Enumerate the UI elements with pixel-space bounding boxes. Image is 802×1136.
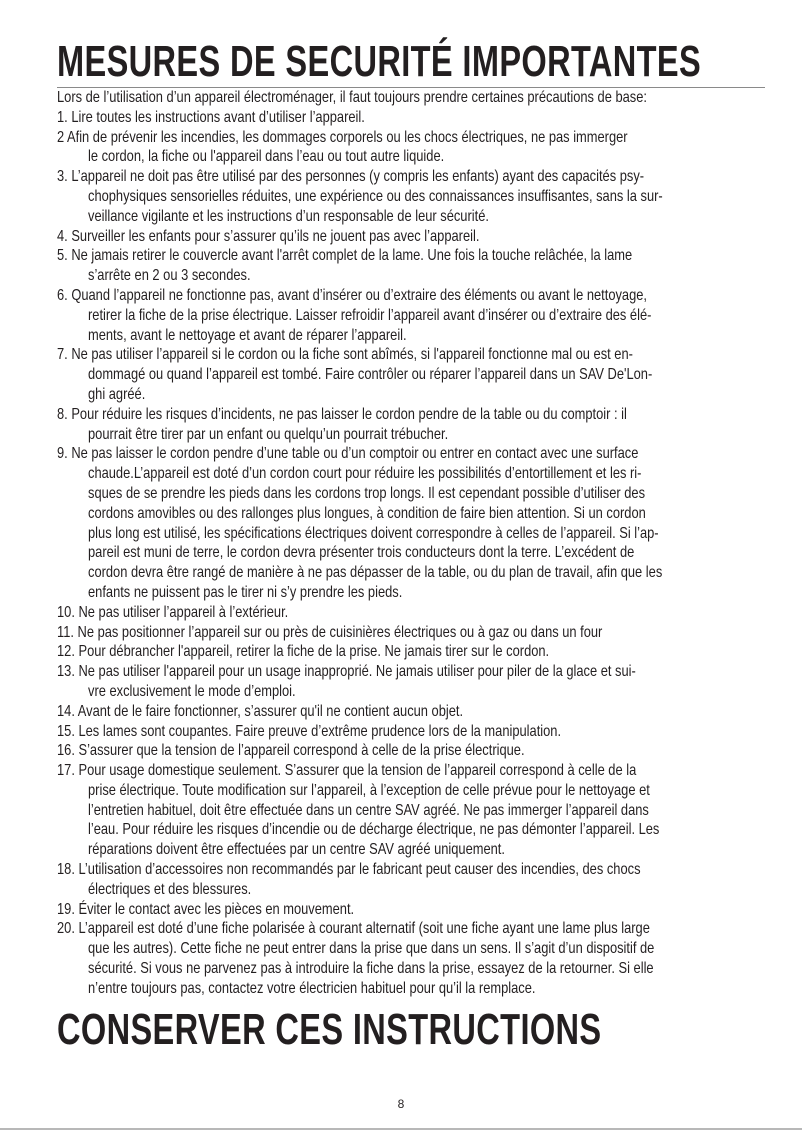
instruction-list bbox=[57, 108, 802, 999]
list-item-line: prise électrique. Toute modification sur l’appareil, à l’exception de celle prévue pour le nettoyage et bbox=[88, 781, 650, 799]
list-item-line: 11. Ne pas positionner l’appareil sur ou près de cuisinières électriques ou à gaz ou dans un four bbox=[57, 623, 603, 641]
list-item-line: 20. L’appareil est doté d’une fiche polarisée à courant alternatif (soit une fiche ayant une lame plus large bbox=[57, 920, 650, 938]
list-item bbox=[57, 405, 802, 445]
list-item-line: vre exclusivement le mode d’emploi. bbox=[88, 682, 296, 700]
list-item-line: pourrait être tirer par un enfant ou quelqu’un pourrait trébucher. bbox=[88, 425, 449, 443]
list-item-line: cordons amovibles ou des rallonges plus longues, à condition de faire bien attention. Si un cordon bbox=[88, 504, 646, 522]
list-item-line: enfants ne puissent pas le tirer ni s’y prendre les pieds. bbox=[88, 583, 403, 601]
list-item bbox=[57, 860, 802, 900]
list-item bbox=[57, 167, 802, 226]
list-item-line: l’eau. Pour réduire les risques d’incendie ou de décharge électrique, ne pas démonter l’appareil. Les bbox=[88, 821, 660, 839]
list-item-line: électriques et des blessures. bbox=[88, 880, 252, 898]
list-item bbox=[57, 128, 802, 168]
page-number: 8 bbox=[397, 1097, 405, 1111]
list-item bbox=[57, 603, 802, 623]
list-item bbox=[57, 722, 802, 742]
list-item-line: s’arrête en 2 ou 3 secondes. bbox=[88, 267, 251, 285]
list-item-line: 6. Quand l’appareil ne fonctionne pas, avant d’insérer ou d’extraire des éléments ou avant le nettoyage, bbox=[57, 286, 648, 304]
list-item bbox=[57, 227, 802, 247]
list-item-line: 8. Pour réduire les risques d’incidents, ne pas laisser le cordon pendre de la table ou du comptoir : il bbox=[57, 405, 627, 423]
list-item-line: 4. Surveiller les enfants pour s’assurer qu’ils ne jouent pas avec l’appareil. bbox=[57, 227, 480, 245]
footer-divider bbox=[0, 1128, 802, 1130]
list-item-line: plus long est utilisé, les spécifications électriques doivent correspondre à celles de l’appareil. Si l’ap- bbox=[88, 524, 659, 542]
list-item-line: l’entretien habituel, doit être effectuée dans un centre SAV agréé. Ne pas immerger l’appareil dans bbox=[88, 801, 649, 819]
list-item bbox=[57, 286, 802, 345]
list-item-line: 5. Ne jamais retirer le couvercle avant l'arrêt complet de la lame. Une fois la touche relâchée, la lame bbox=[57, 247, 633, 265]
list-item bbox=[57, 662, 802, 702]
list-item-line: chophysiques sensorielles réduites, une expérience ou des connaissances insuffisantes, sans la sur- bbox=[88, 187, 663, 205]
page-title: MESURES DE SECURITÉ IMPORTANTES bbox=[57, 37, 702, 86]
list-item-line: 16. S’assurer que la tension de l’appareil correspond à celle de la prise électrique. bbox=[57, 742, 525, 760]
list-item-line: 13. Ne pas utiliser l'appareil pour un usage inapproprié. Ne jamais utiliser pour piler de la glace et sui- bbox=[57, 663, 636, 681]
closing-title: CONSERVER CES INSTRUCTIONS bbox=[57, 1005, 602, 1054]
list-item-line: 9. Ne pas laisser le cordon pendre d’une table ou d’un comptoir ou entrer en contact avec une surface bbox=[57, 445, 639, 463]
list-item-line: veillance vigilante et les instructions d’un responsable de leur sécurité. bbox=[88, 207, 489, 225]
list-item bbox=[57, 444, 802, 602]
list-item-line: ghi agréé. bbox=[88, 385, 146, 403]
list-item-line: 19. Éviter le contact avec les pièces en mouvement. bbox=[57, 900, 355, 918]
intro-text: Lors de l’utilisation d’un appareil électroménager, il faut toujours prendre certaines précautions de base: bbox=[57, 89, 647, 106]
list-item bbox=[57, 741, 802, 761]
list-item-line: le cordon, la fiche ou l'appareil dans l’eau ou tout autre liquide. bbox=[88, 148, 445, 166]
list-item-line: 1. Lire toutes les instructions avant d’utiliser l’appareil. bbox=[57, 108, 365, 126]
list-item-line: 3. L’appareil ne doit pas être utilisé par des personnes (y compris les enfants) ayant des capacités psy- bbox=[57, 168, 645, 186]
list-item-line: pareil est muni de terre, le cordon devra présenter trois conducteurs dont la terre. L’excédent de bbox=[88, 544, 635, 562]
list-item bbox=[57, 761, 802, 860]
list-item-line: n’entre toujours pas, contactez votre électricien habituel pour qu’il la remplace. bbox=[88, 979, 536, 997]
list-item-line: que les autres). Cette fiche ne peut entrer dans la prise que dans un sens. Il s’agit d’un dispositif de bbox=[88, 940, 655, 958]
list-item-line: 12. Pour débrancher l'appareil, retirer la fiche de la prise. Ne jamais tirer sur le cordon. bbox=[57, 643, 550, 661]
list-item-line: cordon devra être rangé de manière à ne pas dépasser de la table, ou du plan de travail, afin que les bbox=[88, 564, 663, 582]
list-item bbox=[57, 702, 802, 722]
list-item-line: 10. Ne pas utiliser l’appareil à l’extérieur. bbox=[57, 603, 289, 621]
list-item-line: 14. Avant de le faire fonctionner, s’assurer qu'il ne contient aucun objet. bbox=[57, 702, 464, 720]
list-item-line: sécurité. Si vous ne parvenez pas à introduire la fiche dans la prise, essayez de la retourner. Si elle bbox=[88, 960, 654, 978]
safety-instructions bbox=[57, 88, 802, 999]
list-item bbox=[57, 623, 802, 643]
list-item bbox=[57, 246, 802, 286]
list-item-line: sques de se prendre les pieds dans les cordons trop longs. Il est cependant possible d’utiliser des bbox=[88, 484, 646, 502]
list-item-line: ments, avant le nettoyage et avant de réparer l’appareil. bbox=[88, 326, 407, 344]
list-item bbox=[57, 900, 802, 920]
list-item-line: 7. Ne pas utiliser l’appareil si le cordon ou la fiche sont abîmés, si l'appareil fonctionne mal ou est en- bbox=[57, 346, 633, 364]
list-item bbox=[57, 108, 802, 128]
list-item-line: dommagé ou quand l’appareil est tombé. Faire contrôler ou réparer l’appareil dans un SAV De'Lon- bbox=[88, 366, 653, 384]
list-item-line: retirer la fiche de la prise électrique. Laisser refroidir l’appareil avant d’insérer ou d’extraire des élé- bbox=[88, 306, 652, 324]
list-item-line: 15. Les lames sont coupantes. Faire preuve d’extrême prudence lors de la manipulation. bbox=[57, 722, 562, 740]
list-item bbox=[57, 919, 802, 998]
list-item bbox=[57, 345, 802, 404]
list-item-line: 17. Pour usage domestique seulement. S’assurer que la tension de l’appareil correspond à celle de la bbox=[57, 762, 637, 780]
list-item-line: réparations doivent être effectuées par un centre SAV agréé uniquement. bbox=[88, 841, 505, 859]
list-item-line: 2 Afin de prévenir les incendies, les dommages corporels ou les chocs électriques, ne pas immerger bbox=[57, 128, 628, 146]
list-item-line: 18. L’utilisation d’accessoires non recommandés par le fabricant peut causer des incendies, des chocs bbox=[57, 861, 641, 879]
list-item bbox=[57, 642, 802, 662]
list-item-line: chaude.L’appareil est doté d’un cordon court pour réduire les possibilités d’entortillement et les ri- bbox=[88, 465, 642, 483]
